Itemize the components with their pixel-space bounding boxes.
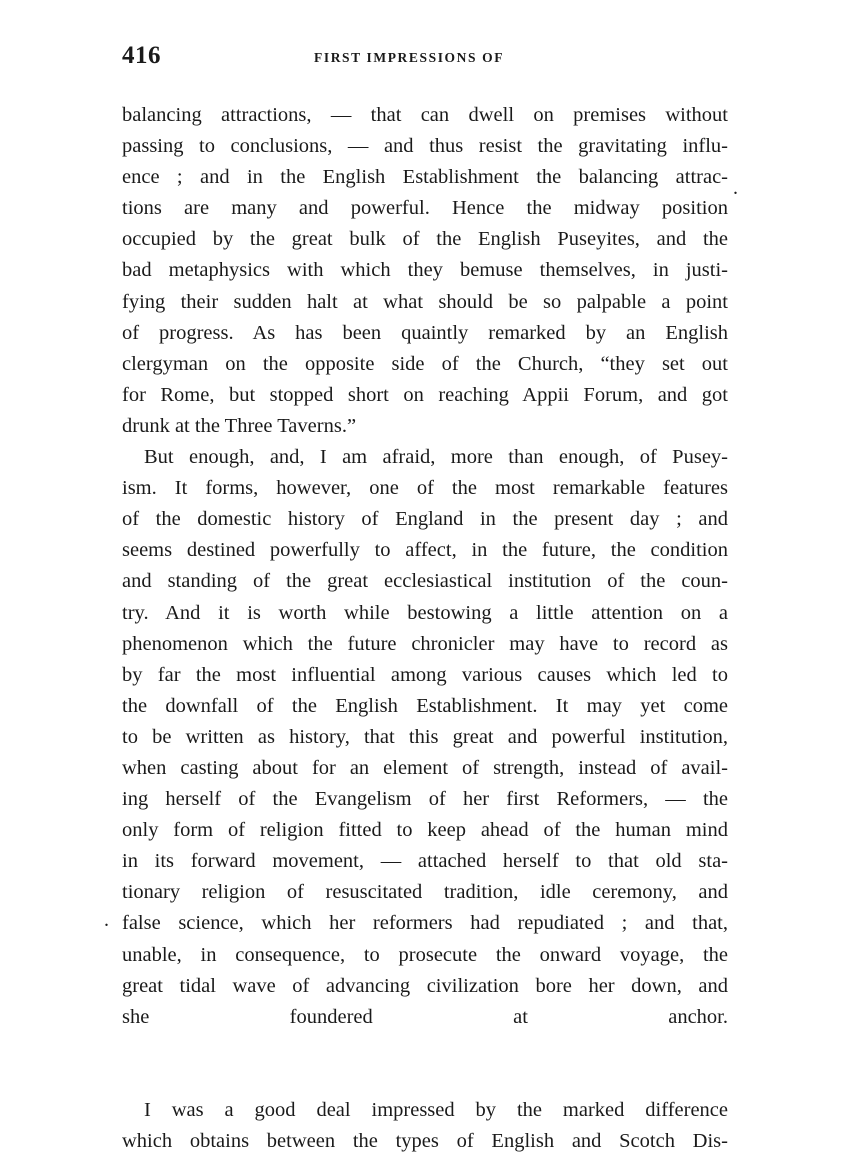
text-line: and standing of the great ecclesiastical institution of the coun- [122, 570, 728, 593]
text-line: I was a good deal impressed by the marked difference [144, 1099, 728, 1121]
margin-mark: . [733, 177, 738, 199]
text-line: ing herself of the Evangelism of her first Reformers, — the [122, 788, 728, 811]
text-line: unable, in consequence, to prosecute the onward voyage, the [122, 943, 728, 966]
page-header [122, 42, 728, 76]
page-number: 416 [122, 42, 161, 69]
text-line: by far the most influential among various causes which led to [122, 663, 728, 686]
text-line: when casting about for an element of strength, instead of avail- [122, 756, 728, 779]
text-line: drunk at the Three Taverns.” [122, 414, 357, 437]
text-line: fying their sudden halt at what should be so palpable a point [122, 290, 728, 313]
text-line: of progress. As has been quaintly remarked by an English [122, 321, 728, 344]
text-line: which obtains between the types of English and Scotch Dis- [122, 1130, 728, 1153]
text-line: passing to conclusions, — and thus resist the gravitating influ- [122, 135, 728, 158]
paragraph [122, 442, 728, 1095]
margin-mark: . [104, 909, 109, 931]
text-line: in its forward movement, — attached herself to that old sta- [122, 850, 728, 873]
text-line: phenomenon which the future chronicler may have to record as [122, 632, 728, 655]
text-line: seems destined powerfully to affect, in the future, the condition [122, 539, 728, 562]
text-line: try. And it is worth while bestowing a little attention on a [122, 601, 728, 624]
text-line: clergyman on the opposite side of the Church, “they set out [122, 352, 728, 375]
paragraph [122, 100, 728, 442]
paragraph [122, 1095, 728, 1157]
text-line: tions are many and powerful. Hence the midway position [122, 197, 728, 220]
text-line: only form of religion fitted to keep ahead of the human mind [122, 819, 728, 842]
text-line: balancing attractions, — that can dwell on premises without [122, 104, 728, 126]
text-line [122, 1064, 728, 1095]
body-text [122, 100, 728, 1157]
text-line: ence ; and in the English Establishment the balancing attrac- [122, 166, 728, 189]
text-line: she foundered at anchor. [122, 1005, 728, 1028]
text-line: the downfall of the English Establishment. It may yet come [122, 694, 728, 717]
text-line: great tidal wave of advancing civilization bore her down, and [122, 974, 728, 997]
text-line: to be written as history, that this great and powerful institution, [122, 725, 728, 748]
text-line: ism. It forms, however, one of the most remarkable features [122, 477, 728, 500]
text-line: But enough, and, I am afraid, more than enough, of Pusey- [144, 446, 728, 469]
running-head: FIRST IMPRESSIONS OF [314, 50, 505, 65]
text-line: tionary religion of resuscitated tradition, idle ceremony, and [122, 881, 728, 904]
text-line: for Rome, but stopped short on reaching Appii Forum, and got [122, 383, 728, 406]
text-line [122, 1033, 728, 1064]
text-line: false science, which her reformers had repudiated ; and that, [122, 912, 728, 935]
text-line: of the domestic history of England in the present day ; and [122, 508, 728, 531]
text-line: bad metaphysics with which they bemuse themselves, in justi- [122, 259, 728, 282]
text-line: occupied by the great bulk of the English Puseyites, and the [122, 228, 728, 251]
